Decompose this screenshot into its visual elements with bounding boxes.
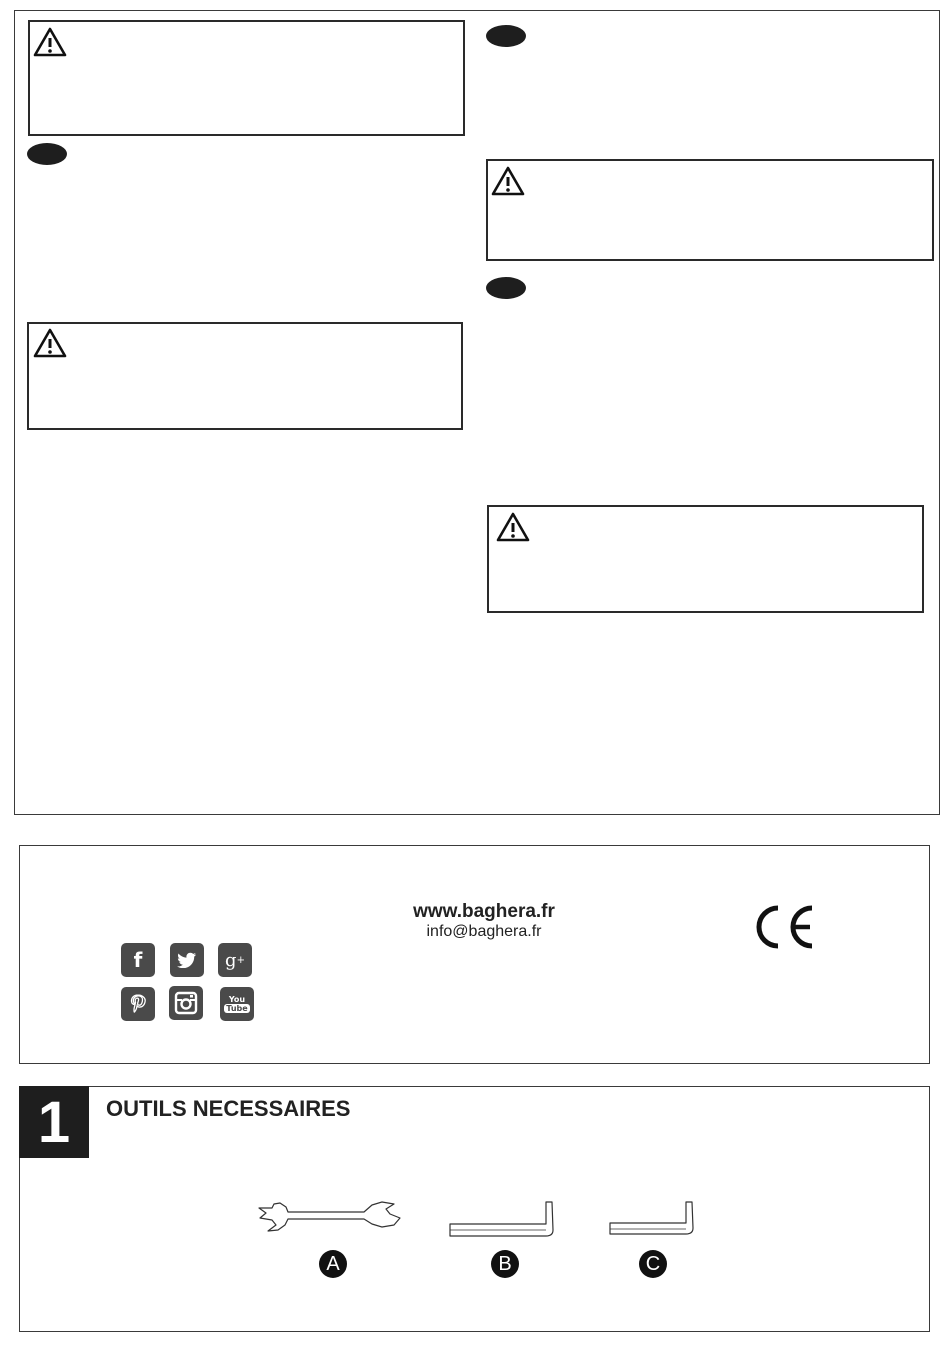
email-link[interactable]: info@baghera.fr: [426, 923, 542, 940]
google-plus-icon[interactable]: g +: [218, 943, 252, 977]
open-end-wrench-icon: [254, 1198, 404, 1238]
tool-label-a: A: [319, 1250, 347, 1278]
large-allen-key-icon: [446, 1198, 558, 1240]
warning-box-4: [487, 505, 924, 613]
warning-box-3: [486, 159, 934, 261]
language-badge-2: [486, 25, 526, 47]
website-link[interactable]: www.baghera.fr: [413, 901, 555, 922]
small-allen-key-icon: [606, 1198, 698, 1238]
warning-triangle-icon: [490, 165, 526, 197]
warning-triangle-icon: [32, 26, 68, 58]
step-title: OUTILS NECESSAIRES: [106, 1096, 351, 1121]
youtube-icon[interactable]: You Tube: [220, 987, 254, 1021]
step-number: 1: [37, 1089, 71, 1155]
warning-box-2: [27, 322, 463, 430]
contact-frame: [19, 845, 930, 1064]
warning-triangle-icon: [495, 511, 531, 543]
step-number-badge: [19, 1086, 89, 1158]
pinterest-icon[interactable]: [121, 987, 155, 1021]
warning-box-1: [28, 20, 465, 136]
warning-triangle-icon: [32, 327, 68, 359]
tool-label-c: C: [639, 1250, 667, 1278]
facebook-icon[interactable]: f: [121, 943, 155, 977]
ce-mark-icon: [750, 904, 816, 950]
tool-label-b: B: [491, 1250, 519, 1278]
instagram-icon[interactable]: [169, 986, 203, 1020]
language-badge-3: [486, 277, 526, 299]
language-badge-1: [27, 143, 67, 165]
twitter-icon[interactable]: [170, 943, 204, 977]
